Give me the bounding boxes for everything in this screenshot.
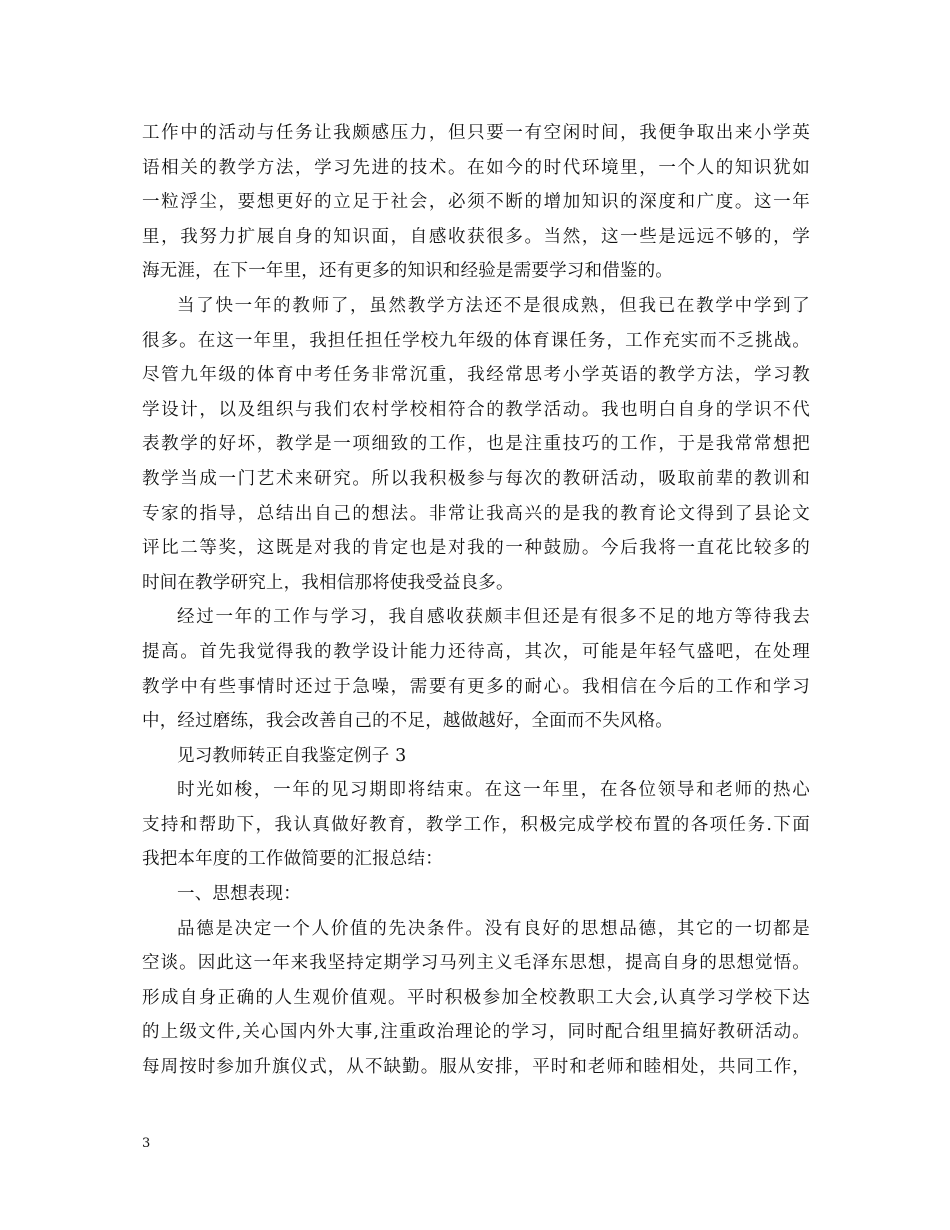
paragraph-first-line: 当了快一年的教师了，虽然教学方法还不是很成熟，但我已在教学中学到了 bbox=[177, 295, 810, 316]
text-line: 教学中有些事情时还过于急噪，需要有更多的耐心。我相信在今后的工作和学习 bbox=[142, 676, 810, 697]
text-line: 海无涯，在下一年里，还有更多的知识和经验是需要学习和借鉴的。 bbox=[142, 261, 673, 282]
text-line: 表教学的好坏，教学是一项细致的工作，也是注重技巧的工作，于是我常常想把 bbox=[142, 434, 810, 455]
text-line: 里，我努力扩展自身的知识面，自感收获很多。当然，这一些是远远不够的，学 bbox=[142, 226, 810, 247]
section-heading: 见习教师转正自我鉴定例子 3 bbox=[177, 745, 407, 766]
text-line: 中，经过磨练，我会改善自己的不足，越做越好，全面而不失风格。 bbox=[142, 711, 673, 732]
text-line: 很多。在这一年里，我担任担任学校九年级的体育课任务，工作充实而不乏挑战。 bbox=[142, 330, 810, 351]
text-line: 我把本年度的工作做简要的汇报总结： bbox=[142, 849, 443, 870]
text-line: 一粒浮尘，要想更好的立足于社会，必须不断的增加知识的深度和广度。这一年 bbox=[142, 192, 810, 213]
text-line: 教学当成一门艺术来研究。所以我积极参与每次的教研活动，吸取前辈的教训和 bbox=[142, 468, 810, 489]
text-line: 专家的指导，总结出自己的想法。非常让我高兴的是我的教育论文得到了县论文 bbox=[142, 503, 810, 524]
text-line: 语相关的教学方法，学习先进的技术。在如今的时代环境里，一个人的知识犹如 bbox=[142, 157, 810, 178]
text-line: 支持和帮助下，我认真做好教育，教学工作，积极完成学校布置的各项任务.下面 bbox=[142, 814, 810, 835]
paragraph-first-line: 经过一年的工作与学习，我自感收获颇丰但还是有很多不足的地方等待我去 bbox=[177, 607, 810, 628]
text-line: 的上级文件,关心国内外大事,注重政治理论的学习，同时配合组里搞好教研活动。 bbox=[142, 1022, 810, 1043]
text-line: 工作中的活动与任务让我颇感压力，但只要一有空闲时间，我便争取出来小学英 bbox=[142, 123, 810, 143]
text-line: 评比二等奖，这既是对我的肯定也是对我的一种鼓励。今后我将一直花比较多的 bbox=[142, 538, 810, 559]
text-line: 提高。首先我觉得我的教学设计能力还待高，其次，可能是年轻气盛吧，在处理 bbox=[142, 641, 810, 662]
text-line: 学设计，以及组织与我们农村学校相符合的教学活动。我也明白自身的学识不代 bbox=[142, 399, 810, 420]
text-line: 每周按时参加升旗仪式，从不缺勤。服从安排，平时和老师和睦相处，共同工作， bbox=[142, 1057, 810, 1078]
document-body bbox=[142, 116, 810, 1085]
text-line: 形成自身正确的人生观价值观。平时积极参加全校教职工大会,认真学习学校下达 bbox=[142, 987, 810, 1008]
text-line: 空谈。因此这一年来我坚持定期学习马列主义毛泽东思想，提高自身的思想觉悟。 bbox=[142, 953, 810, 974]
text-line: 尽管九年级的体育中考任务非常沉重，我经常思考小学英语的教学方法，学习教 bbox=[142, 365, 810, 386]
paragraph-first-line: 品德是决定一个人价值的先决条件。没有良好的思想品德，其它的一切都是 bbox=[177, 918, 810, 939]
subsection-heading: 一、思想表现： bbox=[177, 884, 301, 905]
page-number: 3 bbox=[142, 1136, 151, 1151]
text-line: 时间在教学研究上，我相信那将使我受益良多。 bbox=[142, 572, 514, 593]
paragraph-first-line: 时光如梭，一年的见习期即将结束。在这一年里，在各位领导和老师的热心 bbox=[177, 780, 810, 801]
